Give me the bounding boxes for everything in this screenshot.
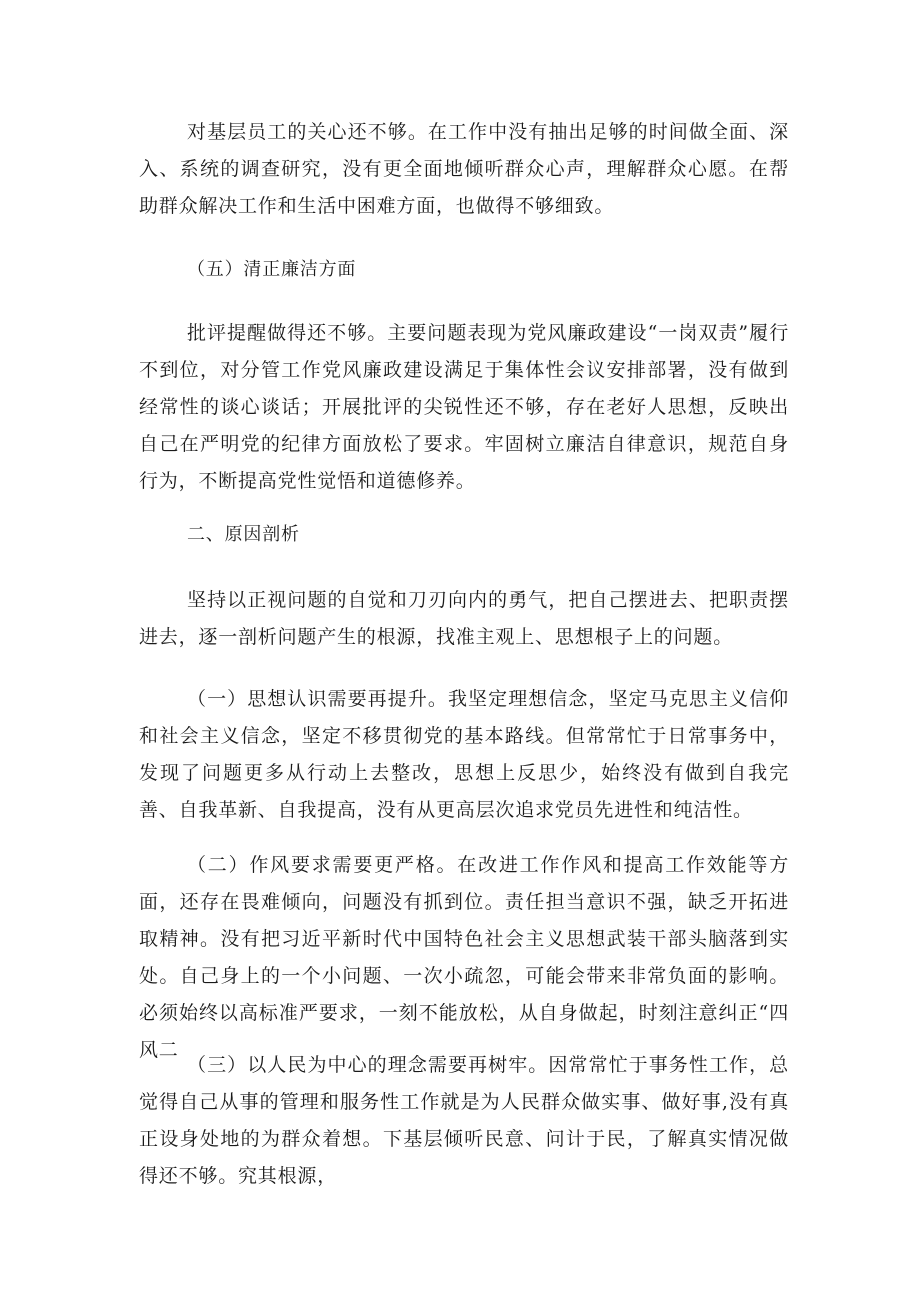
section-heading-cause-analysis: 二、原因剖析 — [187, 524, 300, 545]
paragraph-2: 批评提醒做得还不够。主要问题表现为党风廉政建设“一岗双责”履行不到位，对分管工作党风廉政建设满足于集体性会议安排部署，没有做到经常性的谈心谈话；开展批评的尖锐性还不够，存在老好人思想，反映出自己在严明党的纪律方面放松了要求。牢固树立廉洁自律意识，规范自身行为，不断提高党性觉悟和道德修养。 — [139, 322, 789, 492]
section-heading-5: （五）清正廉洁方面 — [187, 259, 357, 280]
paragraph-5: （二）作风要求需要更严格。在改进工作作风和提高工作效能等方面，还存在畏难倾向，问题没有抓到位。责任担当意识不强，缺乏开拓进取精神。没有把习近平新时代中国特色社会主义思想武装干部头脑落到实处。自己身上的一个小问题、一次小疏忽，可能会带来非常负面的影响。必须始终以高标准严要求，一刻不能放松，从自身做起，时刻注意纠正“四风二 — [139, 854, 789, 1061]
paragraph-4: （一）思想认识需要再提升。我坚定理想信念，坚定马克思主义信仰和社会主义信念，坚定不移贯彻党的基本路线。但常常忙于日常事务中，发现了问题更多从行动上去整改，思想上反思少，始终没有做到自我完善、自我革新、自我提高，没有从更高层次追求党员先进性和纯洁性。 — [139, 688, 789, 821]
paragraph-6: （三）以人民为中心的理念需要再树牢。因常常忙于事务性工作，总觉得自己从事的管理和服务性工作就是为人民群众做实事、做好事,没有真正设身处地的为群众着想。下基层倾听民意、问计于民，了解真实情况做得还不够。究其根源， — [139, 1054, 789, 1187]
paragraph-3: 坚持以正视问题的自觉和刀刃向内的勇气，把自己摆进去、把职责摆进去，逐一剖析问题产生的根源，找准主观上、思想根子上的问题。 — [139, 589, 789, 648]
paragraph-1: 对基层员工的关心还不够。在工作中没有抽出足够的时间做全面、深入、系统的调查研究，没有更全面地倾听群众心声，理解群众心愿。在帮助群众解决工作和生活中困难方面，也做得不够细致。 — [139, 121, 789, 217]
